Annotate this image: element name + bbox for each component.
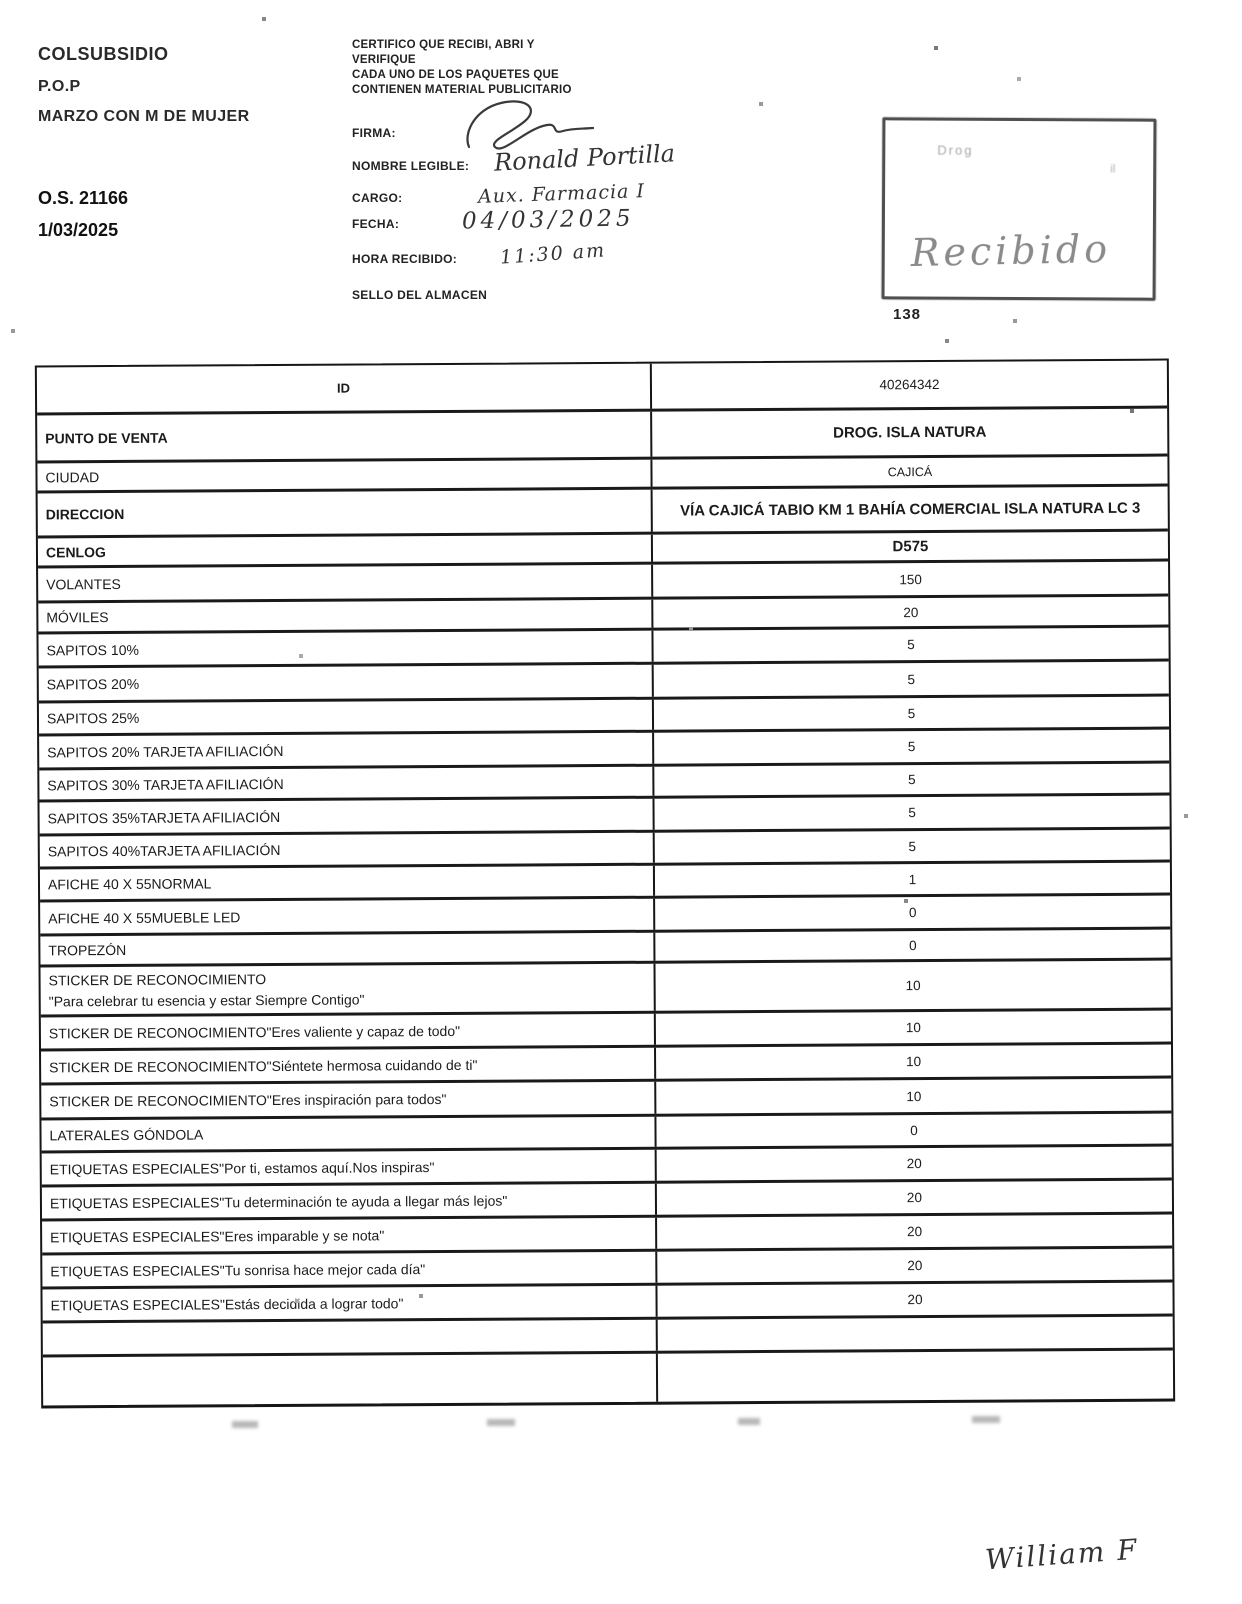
row-label: ETIQUETAS ESPECIALES"Por ti, estamos aquí.Nos inspiras" xyxy=(42,1150,657,1185)
certification-line: VERIFIQUE xyxy=(352,54,416,66)
row-label: STICKER DE RECONOCIMIENTO "Para celebrar tu esencia y estar Siempre Contigo" xyxy=(41,964,656,1015)
row-value: 10 xyxy=(906,1054,922,1070)
handwritten-hora: 11:30 am xyxy=(499,239,607,269)
row-value: 5 xyxy=(907,671,916,687)
row-label: VOLANTES xyxy=(38,565,653,601)
row-value: 0 xyxy=(908,905,917,921)
row-value: 5 xyxy=(908,805,916,821)
row-value: 20 xyxy=(906,1156,922,1172)
program-line: P.O.P xyxy=(38,78,81,95)
row-value xyxy=(658,1351,1173,1402)
row-value xyxy=(658,1317,1173,1351)
field-label-cargo: CARGO: xyxy=(352,191,403,205)
certification-line: CERTIFICO QUE RECIBI, ABRI Y xyxy=(352,39,535,51)
row-label: ID xyxy=(37,364,652,413)
stamp-faint-text-right: il xyxy=(1110,161,1116,176)
row-value: D575 xyxy=(892,538,929,556)
row-label: SAPITOS 30% TARJETA AFILIACIÓN xyxy=(39,767,654,800)
row-label: ETIQUETAS ESPECIALES"Eres imparable y se nota" xyxy=(42,1218,657,1253)
scan-artifact xyxy=(738,1418,760,1425)
row-label: STICKER DE RECONOCIMIENTO"Siéntete hermosa cuidando de ti" xyxy=(41,1048,656,1083)
row-value: 0 xyxy=(909,937,917,953)
row-value: 20 xyxy=(907,1258,923,1274)
brand-name: COLSUBSIDIO xyxy=(38,44,169,64)
row-value: 5 xyxy=(907,739,916,755)
row-value: 10 xyxy=(905,978,921,994)
row-label: STICKER DE RECONOCIMIENTO"Eres inspiración para todos" xyxy=(41,1082,656,1118)
row-label: SAPITOS 35%TARJETA AFILIACIÓN xyxy=(39,799,654,834)
row-value: 20 xyxy=(907,1224,923,1240)
field-label-fecha: FECHA: xyxy=(352,217,400,231)
campaign-line: MARZO CON M DE MUJER xyxy=(38,108,250,125)
table-row xyxy=(37,409,1167,464)
page-number: 138 xyxy=(893,306,922,323)
material-table xyxy=(35,359,1175,1409)
field-label-sello: SELLO DEL ALMACEN xyxy=(352,288,488,302)
stamp-received-handwriting: Recibido xyxy=(910,226,1112,276)
row-label: SAPITOS 10% xyxy=(38,631,653,666)
certification-line: CADA UNO DE LOS PAQUETES QUE xyxy=(352,69,559,81)
field-label-nombre: NOMBRE LEGIBLE: xyxy=(352,159,470,173)
scan-specks xyxy=(0,0,2,2)
row-label: PUNTO DE VENTA xyxy=(37,412,652,461)
table-row xyxy=(38,487,1168,539)
row-label: TROPEZÓN xyxy=(40,933,655,965)
table-row xyxy=(41,961,1171,1018)
row-value: 40264342 xyxy=(879,376,940,393)
handwritten-fecha: 04/03/2025 xyxy=(461,205,635,235)
row-label: ETIQUETAS ESPECIALES"Estás decidida a lograr todo" xyxy=(42,1286,657,1321)
row-label: AFICHE 40 X 55MUEBLE LED xyxy=(40,899,655,934)
handwritten-name: Ronald Portilla xyxy=(493,139,676,177)
field-label-firma: FIRMA: xyxy=(352,126,396,140)
row-value: 5 xyxy=(907,705,916,721)
warehouse-stamp xyxy=(882,117,1157,300)
row-value: 20 xyxy=(903,604,919,620)
scan-artifact xyxy=(487,1419,515,1426)
row-value: 20 xyxy=(906,1190,922,1206)
stamp-faint-text: Drog xyxy=(937,142,974,158)
row-value: 20 xyxy=(907,1292,923,1308)
row-value: 10 xyxy=(906,1088,922,1104)
table-row xyxy=(43,1351,1173,1406)
row-label: MÓVILES xyxy=(38,600,653,632)
row-value: 1 xyxy=(908,871,917,887)
row-label: AFICHE 40 X 55NORMAL xyxy=(40,866,655,900)
row-value: 5 xyxy=(908,772,916,788)
row-value: 10 xyxy=(905,1020,921,1036)
row-label: ETIQUETAS ESPECIALES"Tu determinación te ayuda a llegar más lejos" xyxy=(42,1184,657,1219)
row-value: 150 xyxy=(899,571,922,587)
row-value: DROG. ISLA NATURA xyxy=(833,423,987,442)
row-label: SAPITOS 25% xyxy=(39,700,654,734)
table-row xyxy=(37,361,1167,416)
scan-artifact xyxy=(232,1421,258,1428)
row-label: ETIQUETAS ESPECIALES"Tu sonrisa hace mejor cada día" xyxy=(42,1252,657,1287)
row-label: LATERALES GÓNDOLA xyxy=(41,1117,656,1151)
row-value: 0 xyxy=(910,1122,918,1138)
certification-line: CONTIENEN MATERIAL PUBLICITARIO xyxy=(352,84,572,96)
field-label-hora: HORA RECIBIDO: xyxy=(352,252,458,266)
handwritten-cargo: Aux. Farmacia I xyxy=(477,180,646,208)
row-value: 5 xyxy=(907,637,915,653)
row-value: 5 xyxy=(908,838,917,854)
row-label: SAPITOS 40%TARJETA AFILIACIÓN xyxy=(40,833,655,867)
row-label: SAPITOS 20% xyxy=(39,665,654,701)
row-label: CIUDAD xyxy=(37,460,652,491)
row-value: VÍA CAJICÁ TABIO KM 1 BAHÍA COMERCIAL ISLA NATURA LC 3 xyxy=(680,499,1141,520)
order-number: O.S. 21166 xyxy=(38,188,129,208)
certification-text xyxy=(352,38,652,98)
scan-artifact xyxy=(972,1416,1000,1423)
footer-handwritten-name: William F xyxy=(984,1532,1140,1577)
row-label: STICKER DE RECONOCIMIENTO"Eres valiente y capaz de todo" xyxy=(41,1014,656,1049)
row-value: CAJICÁ xyxy=(887,464,933,479)
row-label xyxy=(43,1354,658,1406)
order-date: 1/03/2025 xyxy=(38,220,119,240)
row-label: DIRECCION xyxy=(38,490,653,536)
row-label xyxy=(43,1320,658,1355)
row-label: CENLOG xyxy=(38,535,653,566)
row-label: SAPITOS 20% TARJETA AFILIACIÓN xyxy=(39,733,654,768)
